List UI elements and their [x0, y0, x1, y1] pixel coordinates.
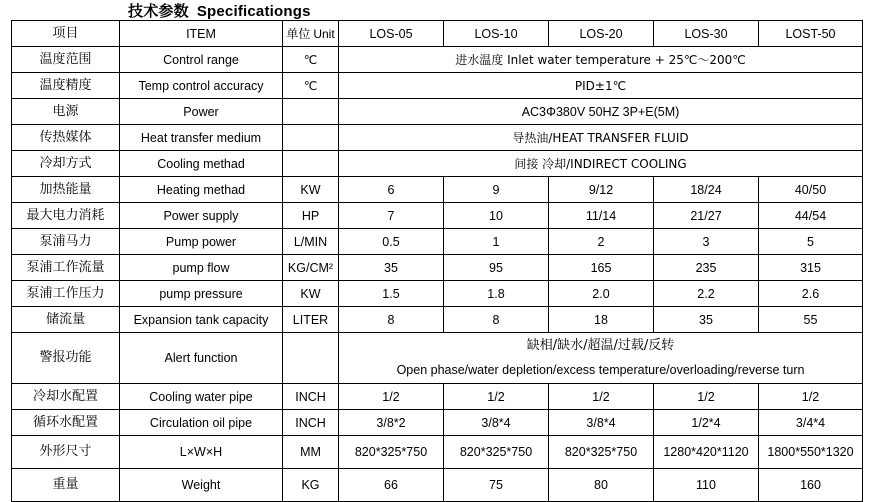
table-row	[12, 410, 863, 436]
row-value: 3	[654, 229, 759, 255]
table-row	[12, 229, 863, 255]
table-row	[12, 281, 863, 307]
table-row-alert	[12, 333, 863, 384]
row-value: 44/54	[759, 203, 863, 229]
row-value: 1/2	[339, 384, 444, 410]
row-value: 18	[549, 307, 654, 333]
table-row	[12, 99, 863, 125]
table-row	[12, 384, 863, 410]
row-label-cn: 加热能量	[12, 177, 120, 203]
row-unit: INCH	[283, 410, 339, 436]
row-value: 80	[549, 469, 654, 502]
row-unit: KW	[283, 177, 339, 203]
row-label-en: Heating methad	[120, 177, 283, 203]
row-value: 2.2	[654, 281, 759, 307]
row-span-value: PID±1℃	[339, 73, 863, 99]
alert-description-cell	[339, 333, 863, 384]
row-value: 11/14	[549, 203, 654, 229]
row-value: 2	[549, 229, 654, 255]
row-value: 8	[339, 307, 444, 333]
row-label-en: Power supply	[120, 203, 283, 229]
row-label-cn: 警报功能	[12, 333, 120, 384]
row-label-en: Heat transfer medium	[120, 125, 283, 151]
row-value: 1/2*4	[654, 410, 759, 436]
table-row	[12, 177, 863, 203]
table-row	[12, 47, 863, 73]
row-span-value: AC3Φ380V 50HZ 3P+E(5M)	[339, 99, 863, 125]
header-model-1: LOS-05	[339, 21, 444, 47]
row-unit	[283, 125, 339, 151]
row-value: 35	[339, 255, 444, 281]
row-label-cn: 外形尺寸	[12, 436, 120, 469]
page-title-en: Specificationgs	[196, 3, 311, 20]
row-value: 35	[654, 307, 759, 333]
row-label-en: Temp control accuracy	[120, 73, 283, 99]
row-unit: L/MIN	[283, 229, 339, 255]
page-title	[128, 0, 311, 21]
header-model-2: LOS-10	[444, 21, 549, 47]
table-header-row	[12, 21, 863, 47]
row-unit: ℃	[283, 73, 339, 99]
table-row	[12, 469, 863, 502]
row-value: 1280*420*1120	[654, 436, 759, 469]
row-unit: KG/CM²	[283, 255, 339, 281]
table-row	[12, 436, 863, 469]
row-label-en: Power	[120, 99, 283, 125]
table-row	[12, 203, 863, 229]
row-unit: KW	[283, 281, 339, 307]
row-label-cn: 泵浦工作流量	[12, 255, 120, 281]
row-value: 0.5	[339, 229, 444, 255]
header-unit-cn: 单位	[286, 26, 311, 41]
row-span-value: 进水温度 Inlet water temperature + 25℃～200℃	[339, 47, 863, 73]
row-value: 9	[444, 177, 549, 203]
row-value: 820*325*750	[339, 436, 444, 469]
row-label-cn: 循环水配置	[12, 410, 120, 436]
row-value: 3/8*4	[549, 410, 654, 436]
row-value: 3/8*4	[444, 410, 549, 436]
row-value: 315	[759, 255, 863, 281]
row-label-cn: 最大电力消耗	[12, 203, 120, 229]
row-unit	[283, 151, 339, 177]
header-model-4: LOS-30	[654, 21, 759, 47]
row-unit: KG	[283, 469, 339, 502]
row-label-cn: 温度范围	[12, 47, 120, 73]
row-label-cn: 传热媒体	[12, 125, 120, 151]
row-value: 235	[654, 255, 759, 281]
row-value: 3/4*4	[759, 410, 863, 436]
table-row	[12, 255, 863, 281]
row-value: 1.8	[444, 281, 549, 307]
row-value: 1/2	[759, 384, 863, 410]
row-label-en: Control range	[120, 47, 283, 73]
header-unit-en: Unit	[313, 26, 335, 41]
row-unit: LITER	[283, 307, 339, 333]
row-span-value: 导热油/HEAT TRANSFER FLUID	[339, 125, 863, 151]
row-value: 3/8*2	[339, 410, 444, 436]
header-model-3: LOS-20	[549, 21, 654, 47]
row-label-cn: 重量	[12, 469, 120, 502]
header-item-cn: 项目	[12, 21, 120, 47]
row-label-en: Weight	[120, 469, 283, 502]
row-value: 9/12	[549, 177, 654, 203]
row-value: 55	[759, 307, 863, 333]
row-label-cn: 储流量	[12, 307, 120, 333]
row-label-cn: 温度精度	[12, 73, 120, 99]
row-value: 66	[339, 469, 444, 502]
header-model-5: LOST-50	[759, 21, 863, 47]
row-value: 5	[759, 229, 863, 255]
row-value: 820*325*750	[549, 436, 654, 469]
row-value: 110	[654, 469, 759, 502]
row-label-cn: 冷却方式	[12, 151, 120, 177]
row-value: 6	[339, 177, 444, 203]
row-value: 820*325*750	[444, 436, 549, 469]
row-value: 1	[444, 229, 549, 255]
row-span-value: 间接 冷却/INDIRECT COOLING	[339, 151, 863, 177]
row-value: 95	[444, 255, 549, 281]
table-row	[12, 73, 863, 99]
row-value: 2.0	[549, 281, 654, 307]
header-unit	[283, 21, 339, 47]
row-label-en: L×W×H	[120, 436, 283, 469]
row-value: 1800*550*1320	[759, 436, 863, 469]
row-unit	[283, 99, 339, 125]
row-value: 10	[444, 203, 549, 229]
row-value: 2.6	[759, 281, 863, 307]
row-label-en: Alert function	[120, 333, 283, 384]
row-value: 160	[759, 469, 863, 502]
row-value: 1/2	[549, 384, 654, 410]
header-item-en: ITEM	[120, 21, 283, 47]
row-unit: INCH	[283, 384, 339, 410]
table-row	[12, 125, 863, 151]
row-label-en: pump pressure	[120, 281, 283, 307]
row-label-en: Pump power	[120, 229, 283, 255]
row-label-cn: 电源	[12, 99, 120, 125]
row-value: 75	[444, 469, 549, 502]
row-label-en: Expansion tank capacity	[120, 307, 283, 333]
row-value: 1/2	[654, 384, 759, 410]
row-value: 8	[444, 307, 549, 333]
row-value: 7	[339, 203, 444, 229]
alert-text-cn: 缺相/缺水/超温/过载/反转	[526, 338, 675, 353]
row-unit: MM	[283, 436, 339, 469]
alert-text-en: Open phase/water depletion/excess temperature/overloading/reverse turn	[396, 363, 805, 377]
row-value: 1.5	[339, 281, 444, 307]
table-row	[12, 307, 863, 333]
row-value: 40/50	[759, 177, 863, 203]
row-value: 165	[549, 255, 654, 281]
row-label-en: pump flow	[120, 255, 283, 281]
table-row	[12, 151, 863, 177]
page-title-cn: 技术参数	[128, 2, 189, 20]
row-label-cn: 冷却水配置	[12, 384, 120, 410]
row-label-cn: 泵浦工作压力	[12, 281, 120, 307]
row-unit: HP	[283, 203, 339, 229]
row-label-en: Circulation oil pipe	[120, 410, 283, 436]
row-value: 1/2	[444, 384, 549, 410]
row-value: 18/24	[654, 177, 759, 203]
row-label-en: Cooling methad	[120, 151, 283, 177]
row-unit: ℃	[283, 47, 339, 73]
row-label-cn: 泵浦马力	[12, 229, 120, 255]
row-label-en: Cooling water pipe	[120, 384, 283, 410]
row-value: 21/27	[654, 203, 759, 229]
specifications-table	[11, 20, 863, 502]
row-unit	[283, 333, 339, 384]
